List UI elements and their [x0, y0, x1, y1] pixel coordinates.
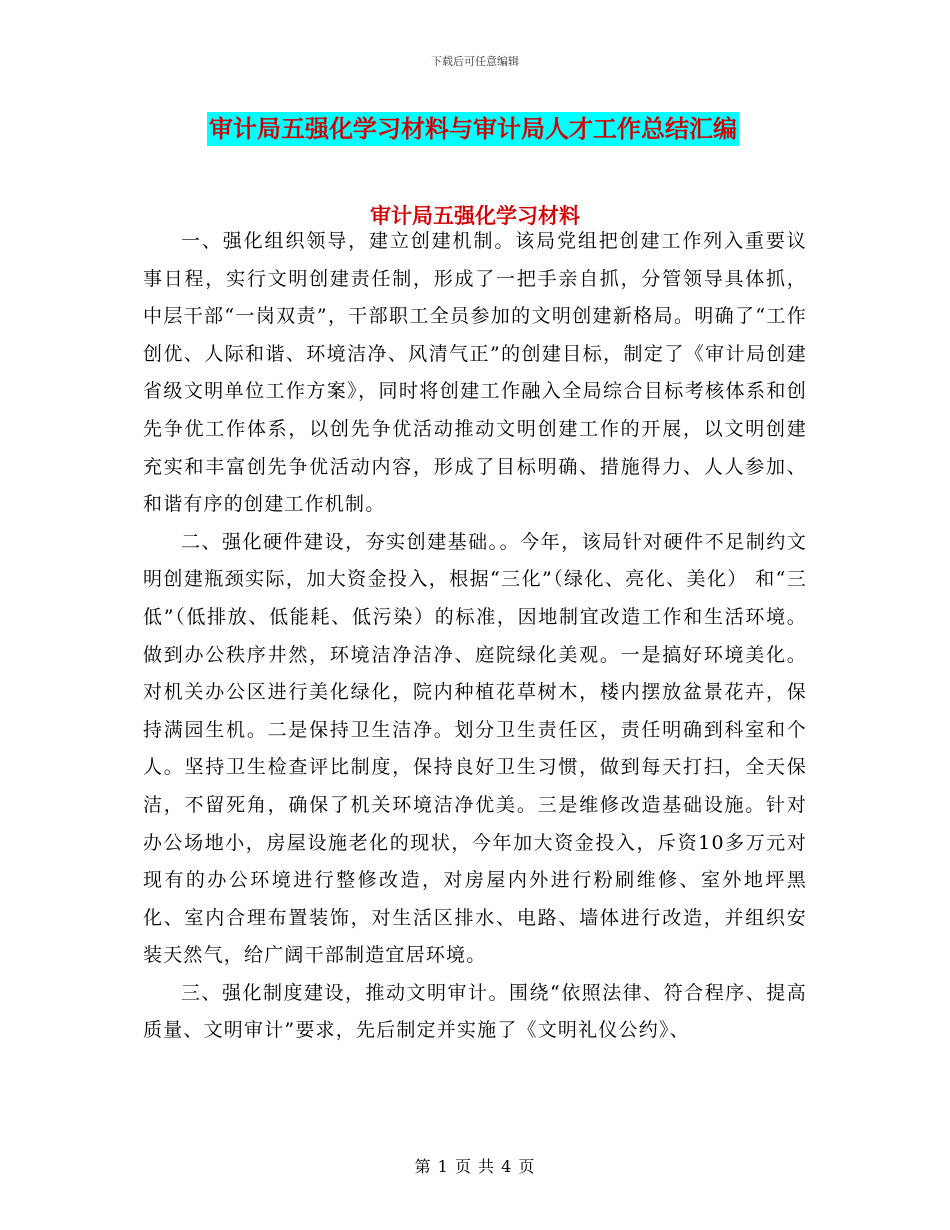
document-title: 审计局五强化学习材料与审计局人才工作总结汇编: [207, 112, 739, 146]
header-note: 下载后可任意编辑: [431, 55, 519, 68]
page-number: 第 1 页 共 4 页: [414, 1157, 536, 1176]
paragraph-3: 三、强化制度建设，推动文明审计。围绕“依照法律、符合程序、提高质量、文明审计”要求，先后制定并实施了《文明礼仪公约》、: [143, 981, 807, 1042]
section-title: 审计局五强化学习材料: [370, 204, 580, 228]
paragraph-2: 二、强化硬件建设，夯实创建基础。。今年，该局针对硬件不足制约文明创建瓶颈实际，加大资金投入，根据“三化”（绿化、亮化、美化） 和“三低”（低排放、低能耗、低污染）的标准，因地制宜改造工作和生活环境。做到办公秩序井然，环境洁净洁净、庭院绿化美观。一是搞好环境美化。对机关办公区进行美化绿化，院内种植花草树木，楼内摆放盆景花卉，保持满园生机。二是保持卫生洁净。划分卫生责任区，责任明确到科室和个人。坚持卫生检查评比制度，保持良好卫生习惯，做到每天打扫，全天保洁，不留死角，确保了机关环境洁净优美。三是维修改造基础设施。针对办公场地小，房屋设施老化的现状，今年加大资金投入，斥资10多万元对现有的办公环境进行整修改造，对房屋内外进行粉刷维修、室外地坪黑化、室内合理布置装饰，对生活区排水、电路、墙体进行改造，并组织安装天然气，给广阔干部制造宜居环境。: [143, 530, 807, 967]
paragraph-1: 一、强化组织领导，建立创建机制。该局党组把创建工作列入重要议事日程，实行文明创建责任制，形成了一把手亲自抓，分管领导具体抓，中层干部“一岗双责”，干部职工全员参加的文明创建新格局。明确了“工作创优、人际和谐、环境洁净、风清气正”的创建目标，制定了《审计局创建省级文明单位工作方案》，同时将创建工作融入全局综合目标考核体系和创先争优工作体系，以创先争优活动推动文明创建工作的开展，以文明创建充实和丰富创先争优活动内容，形成了目标明确、措施得力、人人参加、和谐有序的创建工作机制。: [143, 230, 807, 516]
document-body: [143, 223, 807, 1050]
